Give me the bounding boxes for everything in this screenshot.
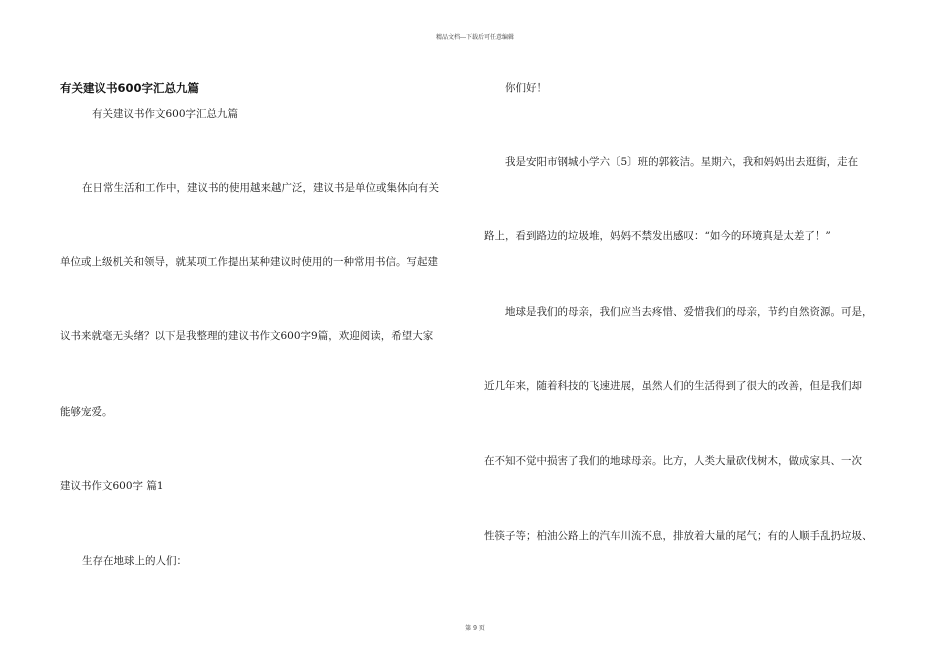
paragraph-line: 我是安阳市钢城小学六〔5〕班的郭筱洁。星期六，我和妈妈出去逛街，走在 [505,156,859,168]
paragraph-line: 路上，看到路边的垃圾堆，妈妈不禁发出感叹：“如今的环境真是太差了！” [484,230,831,242]
section-heading: 建议书作文600字 篇1 [60,480,164,492]
paragraph-line: 议书来就毫无头绪？以下是我整理的建议书作文600字9篇，欢迎阅读，希望大家 [60,330,434,342]
paragraph-line: 在不知不觉中损害了我们的地球母亲。比方，人类大量砍伐树木，做成家具、一次 [484,455,862,467]
paragraph-line: 单位或上级机关和领导，就某项工作提出某种建议时使用的一种常用书信。写起建 [60,256,438,268]
paragraph-line: 能够宠爱。 [60,406,113,418]
paragraph-line: 你们好！ [505,82,547,94]
paragraph-line: 生存在地球上的人们： [82,555,187,567]
paragraph-line: 地球是我们的母亲，我们应当去疼惜、爱惜我们的母亲，节约自然资源。可是， [505,306,873,318]
page-header: 精品文档---下载后可任意编辑 [435,34,515,41]
subtitle-line: 有关建议书作文600字汇总九篇 [92,108,239,120]
paragraph-line: 近几年来，随着科技的飞速进展，虽然人们的生活得到了很大的改善，但是我们却 [484,380,862,392]
paragraph-line: 在日常生活和工作中，建议书的使用越来越广泛，建议书是单位或集体向有关 [82,182,439,194]
document-title: 有关建议书600字汇总九篇 [60,81,200,95]
page-number: 第 9 页 [465,625,485,632]
paragraph-line: 性筷子等；柏油公路上的汽车川流不息，排放着大量的尾气；有的人顺手乱扔垃圾、 [484,530,873,542]
